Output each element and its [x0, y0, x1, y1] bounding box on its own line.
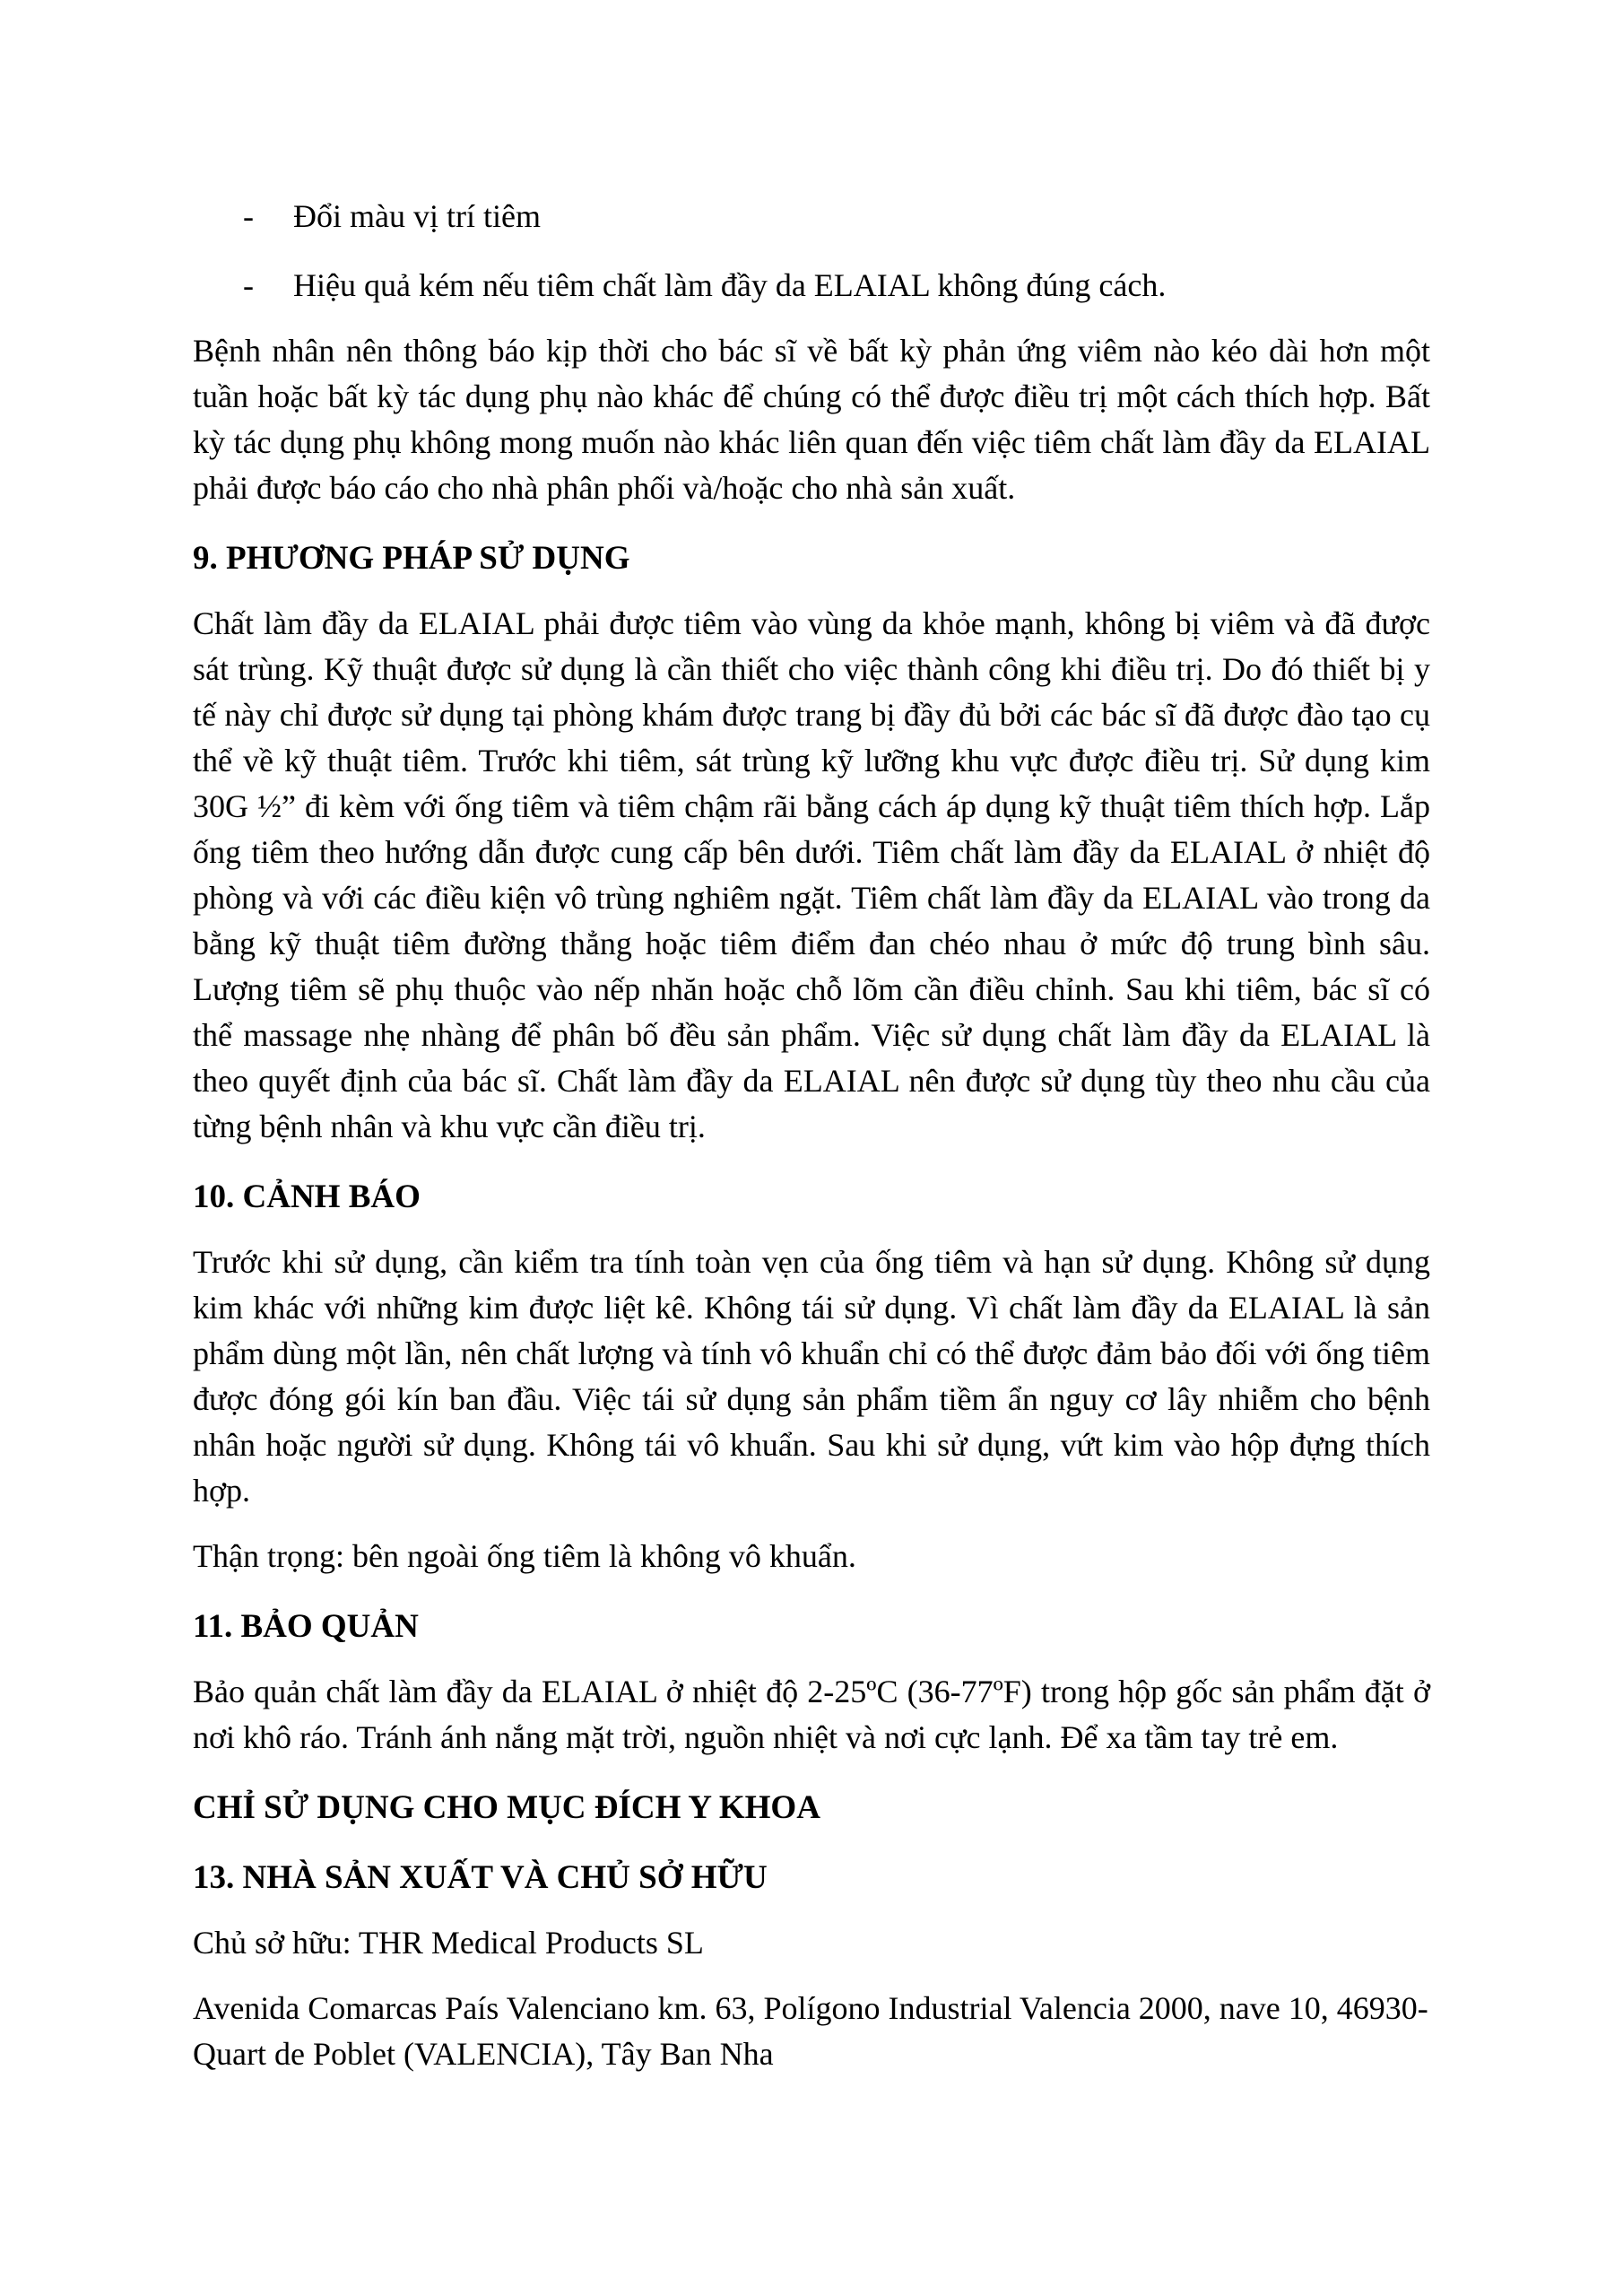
section-10-caution-note: Thận trọng: bên ngoài ống tiêm là không vô khuẩn. [193, 1538, 856, 1574]
owner-line: Chủ sở hữu: THR Medical Products SL [193, 1925, 704, 1961]
manufacturer-address: Avenida Comarcas País Valenciano km. 63, Polígono Industrial Valencia 2000, nave 10, 46930- Quart de Poblet (VALENCIA), Tây Ban Nha [193, 1990, 1428, 2072]
bullet-dash: - [243, 198, 254, 234]
section-11-heading: 11. BẢO QUẢN [193, 1608, 419, 1645]
section-10-body: Trước khi sử dụng, cần kiểm tra tính toàn vẹn của ống tiêm và hạn sử dụng. Không sử dụng kim khác với những kim được liệt kê. Không tái sử dụng. Vì chất làm đầy da ELAIAL là sản phẩm dùng một lần, nên chất lượng và tính vô khuẩn chỉ có thể được đảm bảo đối với ống tiêm được đóng gói kín ban đầu. Việc tái sử dụng sản phẩm tiềm ẩn nguy cơ lây nhiễm cho bệnh nhân hoặc người sử dụng. Không tái vô khuẩn. Sau khi sử dụng, vứt kim vào hộp đựng thích hợp. [193, 1244, 1430, 1509]
section-11-body: Bảo quản chất làm đầy da ELAIAL ở nhiệt độ 2-25ºC (36-77ºF) trong hộp gốc sản phẩm đặt ở nơi khô ráo. Tránh ánh nắng mặt trời, nguồn nhiệt và nơi cực lạnh. Để xa tầm tay trẻ em. [193, 1674, 1430, 1755]
bullet-item-discoloration [193, 194, 1430, 239]
section-13-heading: 13. NHÀ SẢN XUẤT VÀ CHỦ SỞ HỮU [193, 1859, 768, 1896]
bullet-item-poor-effect [193, 263, 1430, 309]
bullet-text: Đổi màu vị trí tiêm [293, 198, 541, 234]
bullet-text: Hiệu quả kém nếu tiêm chất làm đầy da ELAIAL không đúng cách. [293, 267, 1167, 303]
section-10-heading: 10. CẢNH BÁO [193, 1178, 421, 1215]
section-9-heading: 9. PHƯƠNG PHÁP SỬ DỤNG [193, 540, 630, 577]
medical-use-only-heading: CHỈ SỬ DỤNG CHO MỤC ĐÍCH Y KHOA [193, 1789, 820, 1826]
section-9-body: Chất làm đầy da ELAIAL phải được tiêm vào vùng da khỏe mạnh, không bị viêm và đã được sát trùng. Kỹ thuật được sử dụng là cần thiết cho việc thành công khi điều trị. Do đó thiết bị y tế này chỉ được sử dụng tại phòng khám được trang bị đầy đủ bởi các bác sĩ đã được đào tạo cụ thể về kỹ thuật tiêm. Trước khi tiêm, sát trùng kỹ lưỡng khu vực được điều trị. Sử dụng kim 30G ½” đi kèm với ống tiêm và tiêm chậm rãi bằng cách áp dụng kỹ thuật tiêm thích hợp. Lắp ống tiêm theo hướng dẫn được cung cấp bên dưới. Tiêm chất làm đầy da ELAIAL ở nhiệt độ phòng và với các điều kiện vô trùng nghiêm ngặt. Tiêm chất làm đầy da ELAIAL vào trong da bằng kỹ thuật tiêm đường thẳng hoặc tiêm điểm đan chéo nhau ở mức độ trung bình sâu. Lượng tiêm sẽ phụ thuộc vào nếp nhăn hoặc chỗ lõm cần điều chỉnh. Sau khi tiêm, bác sĩ có thể massage nhẹ nhàng để phân bố đều sản phẩm. Việc sử dụng chất làm đầy da ELAIAL là theo quyết định của bác sĩ. Chất làm đầy da ELAIAL nên được sử dụng tùy theo nhu cầu của từng bệnh nhân và khu vực cần điều trị. [193, 605, 1430, 1144]
paragraph-adverse-reporting: Bệnh nhân nên thông báo kịp thời cho bác sĩ về bất kỳ phản ứng viêm nào kéo dài hơn một tuần hoặc bất kỳ tác dụng phụ nào khác để chúng có thể được điều trị một cách thích hợp. Bất kỳ tác dụng phụ không mong muốn nào khác liên quan đến việc tiêm chất làm đầy da ELAIAL phải được báo cáo cho nhà phân phối và/hoặc cho nhà sản xuất. [193, 333, 1430, 506]
bullet-dash: - [243, 267, 254, 303]
